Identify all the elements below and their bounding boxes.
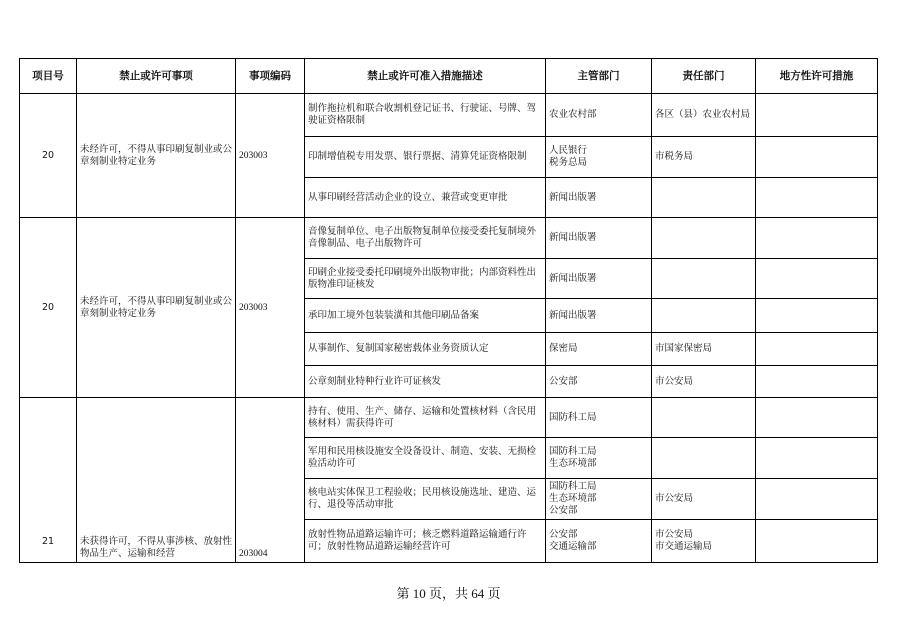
local-measure-cell	[756, 438, 878, 479]
header-code: 事项编码	[236, 59, 305, 94]
competent-dept-cell: 公安部	[546, 366, 652, 398]
header-project-no: 项目号	[20, 59, 77, 94]
code-cell: 203003	[236, 94, 305, 218]
competent-dept-cell: 国防科工局 生态环境部 公安部	[546, 479, 652, 520]
measure-cell: 印刷企业接受委托印刷境外出版物审批；内部资料性出版物准印证核发	[305, 259, 546, 299]
project-no-cell: 20	[20, 218, 77, 398]
measure-cell: 公章刻制业特种行业许可证核发	[305, 366, 546, 398]
competent-dept-cell: 新闻出版署	[546, 299, 652, 333]
item-cell: 未获得许可，不得从事涉核、放射性物品生产、运输和经营	[77, 398, 236, 563]
responsible-dept-cell	[652, 299, 756, 333]
project-no-cell: 21	[20, 398, 77, 563]
competent-dept-cell: 公安部 交通运输部	[546, 520, 652, 563]
table-row	[20, 94, 878, 137]
competent-dept-cell: 农业农村部	[546, 94, 652, 137]
table-row	[20, 218, 878, 259]
responsible-dept-cell: 市公安局	[652, 479, 756, 520]
local-measure-cell	[756, 299, 878, 333]
competent-dept-cell: 新闻出版署	[546, 178, 652, 218]
responsible-dept-cell	[652, 438, 756, 479]
local-measure-cell	[756, 218, 878, 259]
local-measure-cell	[756, 333, 878, 366]
responsible-dept-cell	[652, 178, 756, 218]
competent-dept-cell: 新闻出版署	[546, 259, 652, 299]
header-competent-dept: 主管部门	[546, 59, 652, 94]
code-cell: 203003	[236, 218, 305, 398]
local-measure-cell	[756, 178, 878, 218]
local-measure-cell	[756, 137, 878, 178]
table-header-row	[20, 59, 878, 94]
responsible-dept-cell: 市公安局 市交通运输局	[652, 520, 756, 563]
code-cell: 203004	[236, 398, 305, 563]
header-local-measure: 地方性许可措施	[756, 59, 878, 94]
header-responsible-dept: 责任部门	[652, 59, 756, 94]
competent-dept-cell: 国防科工局 生态环境部	[546, 438, 652, 479]
competent-dept-cell: 国防科工局	[546, 398, 652, 438]
measure-cell: 军用和民用核设施安全设备设计、制造、安装、无损检验活动许可	[305, 438, 546, 479]
header-item: 禁止或许可事项	[77, 59, 236, 94]
responsible-dept-cell: 各区（县）农业农村局	[652, 94, 756, 137]
measure-cell: 制作拖拉机和联合收割机登记证书、行驶证、号牌、驾驶证资格限制	[305, 94, 546, 137]
permit-table	[19, 58, 878, 563]
item-cell: 未经许可，不得从事印刷复制业或公章刻制业特定业务	[77, 94, 236, 218]
responsible-dept-cell	[652, 218, 756, 259]
page-footer: 第 10 页，共 64 页	[396, 586, 501, 601]
local-measure-cell	[756, 520, 878, 563]
measure-cell: 从事制作、复制国家秘密载体业务资质认定	[305, 333, 546, 366]
local-measure-cell	[756, 94, 878, 137]
competent-dept-cell: 保密局	[546, 333, 652, 366]
measure-cell: 承印加工境外包装装潢和其他印刷品备案	[305, 299, 546, 333]
responsible-dept-cell: 市公安局	[652, 366, 756, 398]
competent-dept-cell: 新闻出版署	[546, 218, 652, 259]
project-no-cell: 20	[20, 94, 77, 218]
measure-cell: 放射性物品道路运输许可；核乏燃料道路运输通行许可；放射性物品道路运输经营许可	[305, 520, 546, 563]
table-row	[20, 398, 878, 438]
responsible-dept-cell	[652, 398, 756, 438]
measure-cell: 核电站实体保卫工程验收；民用核设施选址、建造、运行、退役等活动审批	[305, 479, 546, 520]
responsible-dept-cell: 市税务局	[652, 137, 756, 178]
responsible-dept-cell	[652, 259, 756, 299]
responsible-dept-cell: 市国家保密局	[652, 333, 756, 366]
item-cell: 未经许可，不得从事印刷复制业或公章刻制业特定业务	[77, 218, 236, 398]
local-measure-cell	[756, 259, 878, 299]
local-measure-cell	[756, 398, 878, 438]
measure-cell: 从事印刷经营活动企业的设立、兼营或变更审批	[305, 178, 546, 218]
measure-cell: 印制增值税专用发票、银行票据、清算凭证资格限制	[305, 137, 546, 178]
measure-cell: 音像复制单位、电子出版物复制单位接受委托复制境外音像制品、电子出版物许可	[305, 218, 546, 259]
measure-cell: 持有、使用、生产、储存、运输和处置核材料（含民用核材料）需获得许可	[305, 398, 546, 438]
competent-dept-cell: 人民银行 税务总局	[546, 137, 652, 178]
local-measure-cell	[756, 479, 878, 520]
header-measure: 禁止或许可准入措施描述	[305, 59, 546, 94]
local-measure-cell	[756, 366, 878, 398]
